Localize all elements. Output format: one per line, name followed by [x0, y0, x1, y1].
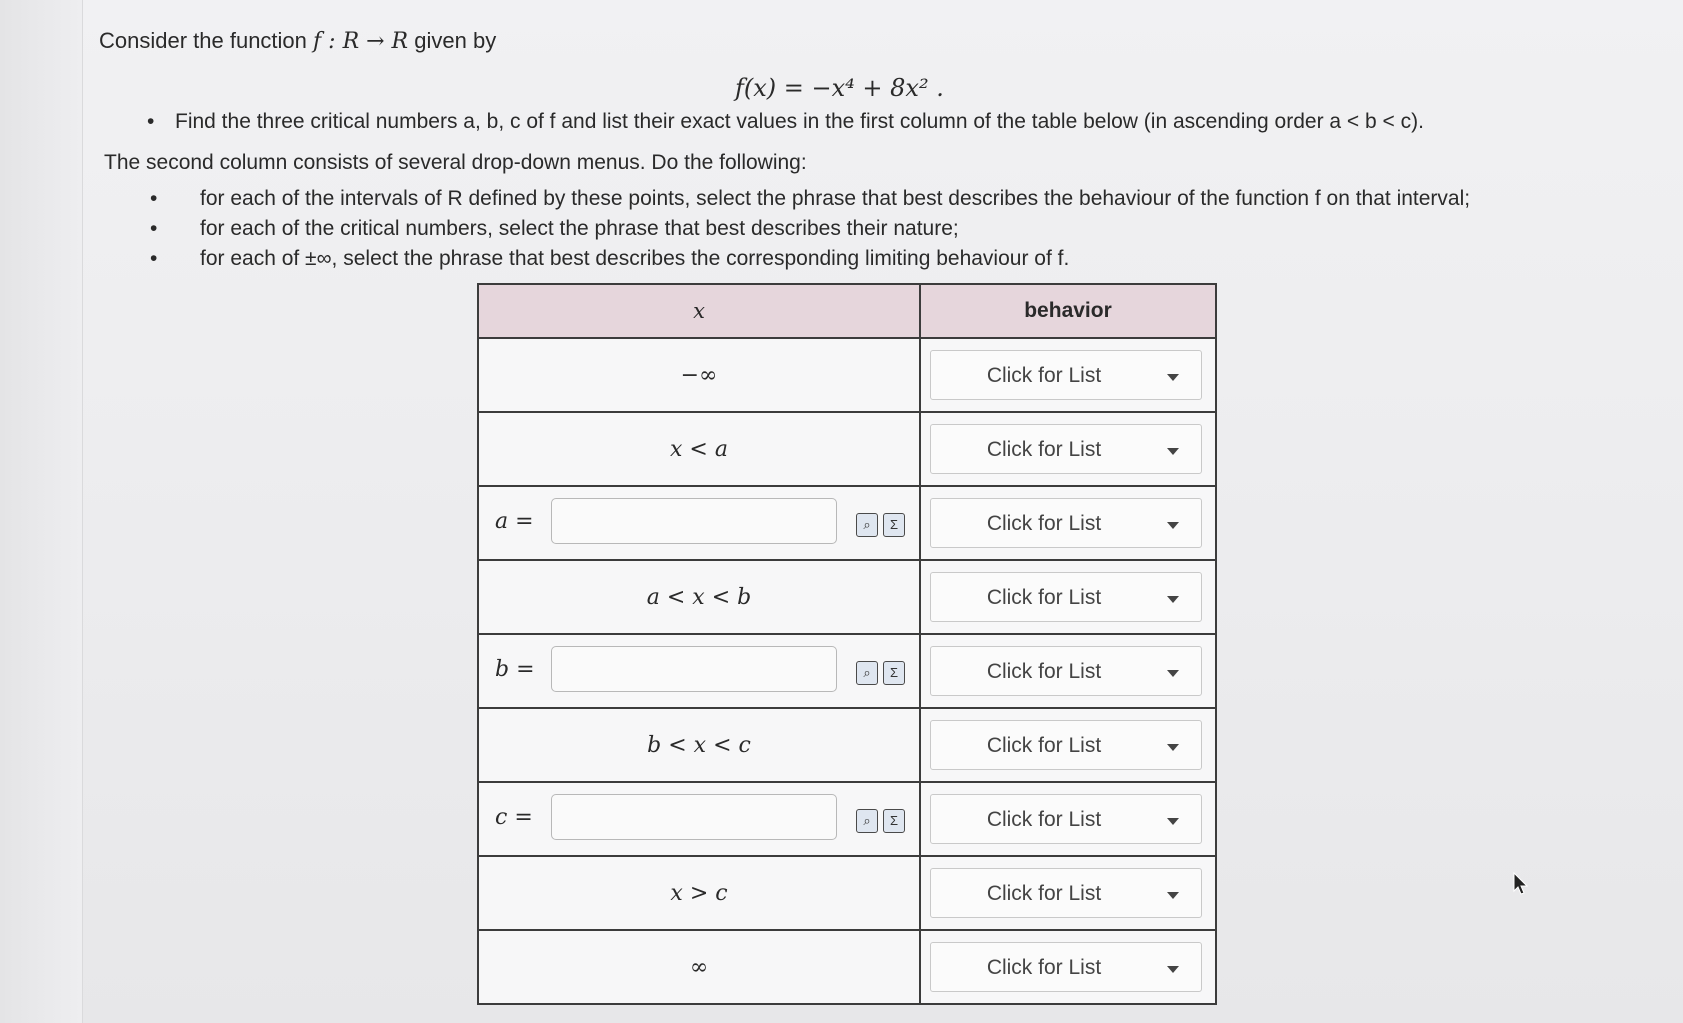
table-row	[478, 560, 1216, 634]
bullet-dot: •	[150, 217, 158, 240]
behavior-dropdown[interactable]	[930, 572, 1202, 622]
dropdown-label: Click for List	[986, 956, 1102, 979]
behavior-dropdown[interactable]	[930, 794, 1202, 844]
critical-a-input[interactable]	[551, 498, 837, 544]
interval-cell: −∞	[478, 338, 920, 412]
chevron-down-icon	[1167, 670, 1179, 677]
dropdown-label: Click for List	[986, 512, 1102, 535]
instruction-text: Find the three critical numbers a, b, c of f and list their exact values in the first column of the table below (in ascending order a < b < c).	[175, 110, 1424, 133]
equation-editor-icon[interactable]: Σ	[883, 513, 905, 537]
behavior-column-header: behavior	[920, 284, 1216, 338]
behavior-dropdown[interactable]	[930, 646, 1202, 696]
problem-intro	[99, 28, 496, 54]
sub-instruction-text: for each of ±∞, select the phrase that best describes the corresponding limiting behaviour of f.	[200, 247, 1070, 270]
bullet-dot: •	[147, 110, 155, 133]
table-row	[478, 338, 1216, 412]
sub-instruction-text: for each of the intervals of R defined by these points, select the phrase that best describes the behaviour of the function f on that interval;	[200, 187, 1471, 210]
mouse-cursor-icon	[1512, 872, 1528, 896]
behavior-dropdown[interactable]	[930, 942, 1202, 992]
chevron-down-icon	[1167, 818, 1179, 825]
table-row	[478, 782, 1216, 856]
chevron-down-icon	[1167, 596, 1179, 603]
x-column-header: x	[478, 284, 920, 338]
behavior-dropdown[interactable]	[930, 720, 1202, 770]
critical-b-input[interactable]	[551, 646, 837, 692]
dropdown-label: Click for List	[986, 734, 1102, 757]
behavior-dropdown[interactable]	[930, 350, 1202, 400]
dropdown-label: Click for List	[986, 882, 1102, 905]
behavior-cell	[920, 412, 1216, 486]
behavior-cell	[920, 782, 1216, 856]
behavior-table	[477, 283, 1217, 1005]
behavior-cell	[920, 634, 1216, 708]
dropdown-label: Click for List	[986, 586, 1102, 609]
critical-a-label: a =	[495, 509, 534, 534]
table-header-row	[478, 284, 1216, 338]
behavior-cell	[920, 486, 1216, 560]
critical-c-label: c =	[495, 805, 533, 830]
interval-cell: b < x < c	[478, 708, 920, 782]
chevron-down-icon	[1167, 374, 1179, 381]
dropdown-label: Click for List	[986, 438, 1102, 461]
table-row	[478, 930, 1216, 1004]
behavior-cell	[920, 560, 1216, 634]
dropdown-label: Click for List	[986, 364, 1102, 387]
equation-editor-icon[interactable]: Σ	[883, 809, 905, 833]
intro-prefix: Consider the function	[99, 28, 307, 53]
table-row	[478, 708, 1216, 782]
intro-suffix: given by	[414, 28, 497, 53]
behavior-cell	[920, 708, 1216, 782]
table-row	[478, 412, 1216, 486]
interval-cell: ∞	[478, 930, 920, 1004]
interval-cell: x > c	[478, 856, 920, 930]
table-row	[478, 486, 1216, 560]
critical-value-cell	[478, 634, 920, 708]
critical-b-label: b =	[495, 657, 535, 682]
chevron-down-icon	[1167, 892, 1179, 899]
preview-icon[interactable]: ⌕	[856, 661, 878, 685]
second-column-text: The second column consists of several drop-down menus. Do the following:	[104, 151, 807, 174]
intro-map: f : R → R	[313, 29, 409, 54]
dropdown-label: Click for List	[986, 660, 1102, 683]
dropdown-label: Click for List	[986, 808, 1102, 831]
behavior-dropdown[interactable]	[930, 424, 1202, 474]
table-row	[478, 856, 1216, 930]
sub-instruction-text: for each of the critical numbers, select the phrase that best describes their nature;	[200, 217, 959, 240]
chevron-down-icon	[1167, 522, 1179, 529]
behavior-cell	[920, 930, 1216, 1004]
behavior-cell	[920, 856, 1216, 930]
left-margin-strip	[0, 0, 83, 1023]
bullet-dot: •	[150, 187, 158, 210]
interval-cell: x < a	[478, 412, 920, 486]
preview-icon[interactable]: ⌕	[856, 809, 878, 833]
critical-value-cell	[478, 782, 920, 856]
behavior-dropdown[interactable]	[930, 868, 1202, 918]
behavior-dropdown[interactable]	[930, 498, 1202, 548]
interval-cell: a < x < b	[478, 560, 920, 634]
preview-icon[interactable]: ⌕	[856, 513, 878, 537]
behavior-cell	[920, 338, 1216, 412]
critical-value-cell	[478, 486, 920, 560]
chevron-down-icon	[1167, 966, 1179, 973]
chevron-down-icon	[1167, 448, 1179, 455]
table-row	[478, 634, 1216, 708]
equation-editor-icon[interactable]: Σ	[883, 661, 905, 685]
critical-c-input[interactable]	[551, 794, 837, 840]
function-formula: f(x) = −x⁴ + 8x² .	[735, 74, 944, 102]
bullet-dot: •	[150, 247, 158, 270]
chevron-down-icon	[1167, 744, 1179, 751]
